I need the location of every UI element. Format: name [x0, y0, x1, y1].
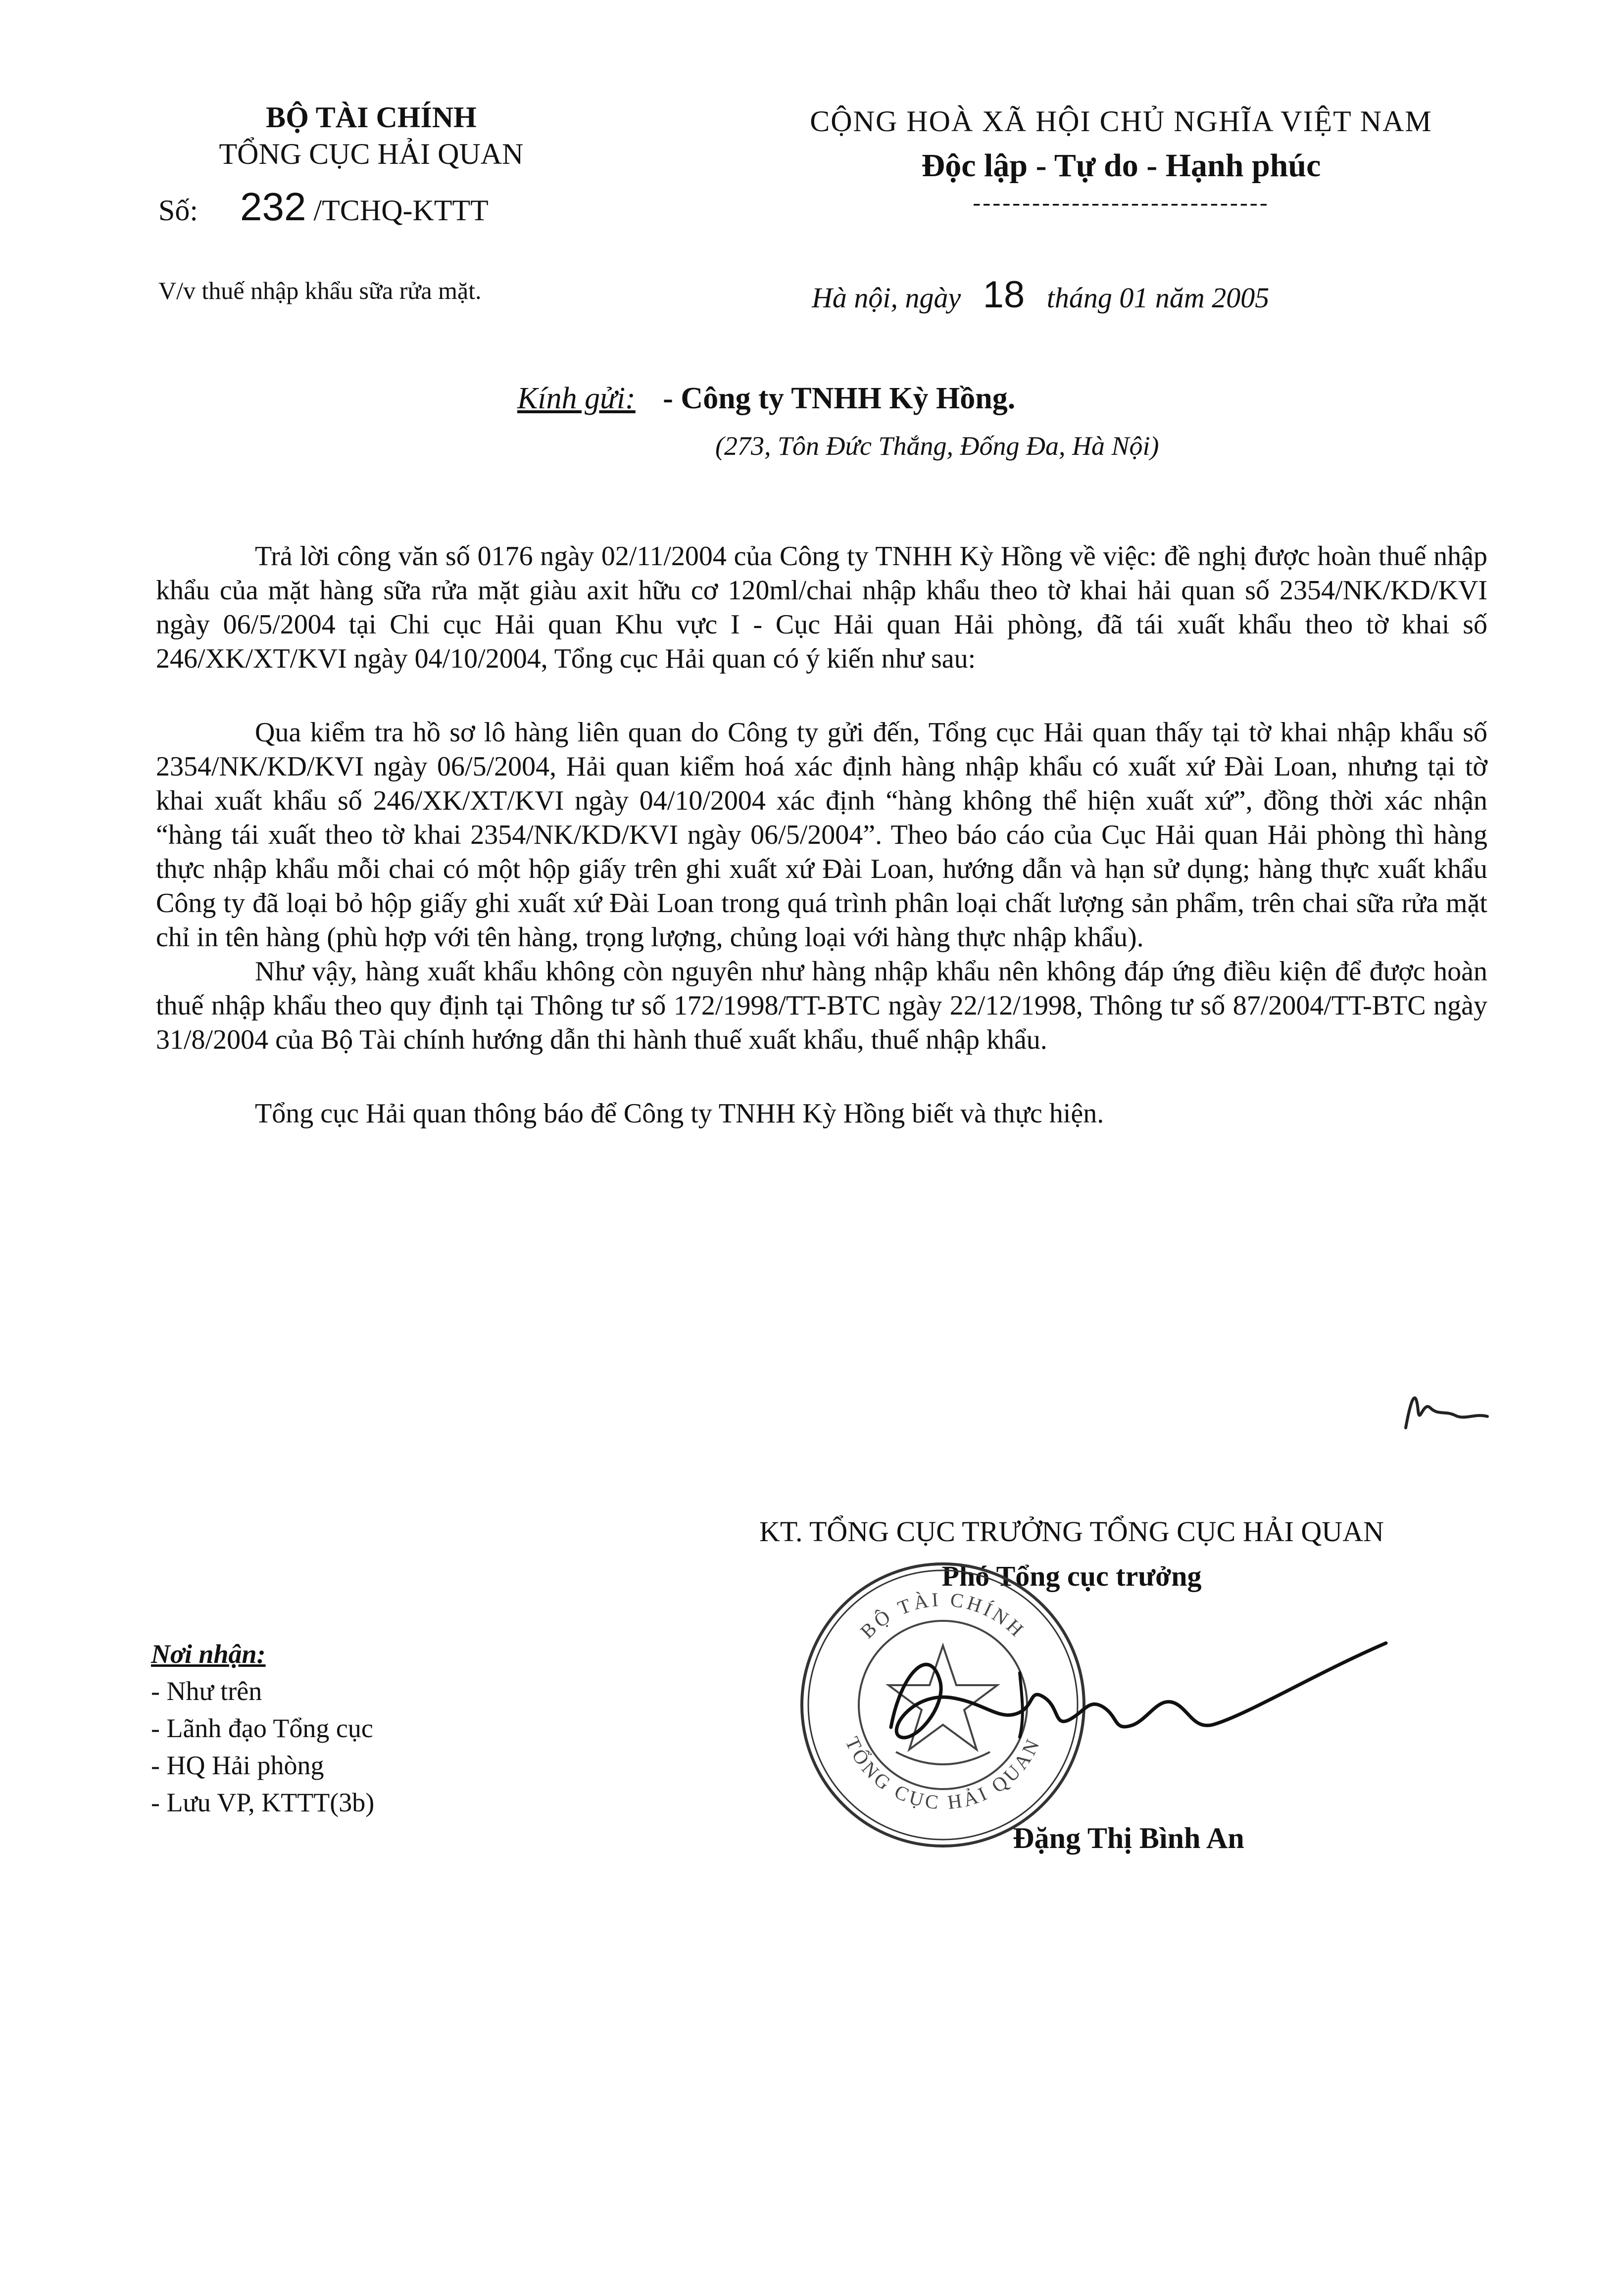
- issuer-header: [148, 99, 594, 172]
- number-value: 232: [240, 185, 306, 229]
- body-paragraph-2: Qua kiểm tra hồ sơ lô hàng liên quan do Công ty gửi đến, Tổng cục Hải quan thấy tại tờ khai nhập khẩu số 2354/NK/KD/KVI ngày 06/5/2004, Hải quan kiểm hoá xác định hàng nhập khẩu có xuất xứ Đài Loan, nhưng tại tờ khai xuất khẩu số 246/XK/XT/KVI ngày 04/10/2004 xác định “hàng không thể hiện xuất xứ”, đồng thời xác nhận “hàng tái xuất theo tờ khai 2354/NK/KD/KVI ngày 06/5/2004”. Theo báo cáo của Cục Hải quan Hải phòng thì hàng thực nhập khẩu mỗi chai có một hộp giấy trên ghi xuất xứ Đài Loan, hướng dẫn và hạn sử dụng; hàng thực xuất khẩu Công ty đã loại bỏ hộp giấy ghi xuất xứ Đài Loan trong quá trình phân loại chất lượng sản phẩm, trên chai sữa rửa mặt chỉ in tên hàng (phù hợp với tên hàng, trọng lượng, chủng loại với hàng thực nhập khẩu).: [156, 717, 1487, 953]
- body-paragraph-1: Trả lời công văn số 0176 ngày 02/11/2004 của Công ty TNHH Kỳ Hồng về việc: đề nghị được hoàn thuế nhập khẩu của mặt hàng sữa rửa mặt giàu axit hữu cơ 120ml/chai nhập khẩu theo tờ khai hải quan số 2354/NK/KD/KVI ngày 06/5/2004 tại Chi cục Hải quan Khu vực I - Cục Hải quan Hải phòng, đã tái xuất khẩu theo tờ khai số 246/XK/XT/KVI ngày 04/10/2004, Tổng cục Hải quan có ý kiến như sau:: [156, 541, 1487, 674]
- header-divider: ------------------------------: [973, 190, 1270, 216]
- recipients-title: Nơi nhận:: [151, 1639, 266, 1669]
- seal-bottom-text: TỔNG CỤC HẢI QUAN: [841, 1733, 1045, 1814]
- signer-name: Đặng Thị Bình An: [1013, 1822, 1244, 1854]
- ministry-name: BỘ TÀI CHÍNH: [266, 101, 477, 134]
- agency-name: TỔNG CỤC HẢI QUAN: [219, 138, 524, 170]
- date-prefix: Hà nội, ngày: [812, 282, 961, 314]
- nation-name: CỘNG HOÀ XÃ HỘI CHỦ NGHĨA VIỆT NAM: [810, 105, 1432, 138]
- signer-title: Phó Tổng cục trưởng: [941, 1560, 1202, 1592]
- greeting-recipient: - Công ty TNHH Kỳ Hồng.: [663, 382, 1016, 415]
- document-number: [158, 184, 489, 230]
- signing-authority: KT. TỔNG CỤC TRƯỞNG TỔNG CỤC HẢI QUAN: [759, 1515, 1384, 1548]
- issue-date: [812, 273, 1269, 316]
- date-day: 18: [983, 274, 1025, 316]
- recipient-address: (273, Tôn Đức Thắng, Đống Đa, Hà Nội): [715, 431, 1159, 461]
- recipient-item: - Lãnh đạo Tổng cục: [151, 1713, 373, 1743]
- recipient-item: - Như trên: [151, 1676, 262, 1706]
- date-suffix: tháng 01 năm 2005: [1046, 282, 1270, 314]
- body-paragraph-3: Như vậy, hàng xuất khẩu không còn nguyên như hàng nhập khẩu nên không đáp ứng điều kiện để được hoàn thuế nhập khẩu theo quy định tại Thông tư số 172/1998/TT-BTC ngày 22/12/1998, Thông tư số 87/2004/TT-BTC ngày 31/8/2004 của Bộ Tài chính hướng dẫn thi hành thuế xuất khẩu, thuế nhập khẩu.: [156, 956, 1487, 1055]
- greeting: [517, 381, 1015, 416]
- national-header: [718, 99, 1525, 218]
- greeting-label: Kính gửi:: [517, 382, 636, 415]
- recipient-item: - Lưu VP, KTTT(3b): [151, 1788, 375, 1817]
- number-prefix: Số:: [158, 194, 198, 227]
- initials-mark: [1401, 1381, 1500, 1435]
- handwritten-signature: [871, 1613, 1406, 1782]
- national-motto: Độc lập - Tự do - Hạnh phúc: [921, 147, 1321, 184]
- recipient-item: - HQ Hải phòng: [151, 1750, 324, 1780]
- recipients-list: [151, 1636, 374, 1821]
- number-suffix: /TCHQ-KTTT: [313, 194, 489, 227]
- body-paragraph-4: Tổng cục Hải quan thông báo để Công ty TNHH Kỳ Hồng biết và thực hiện.: [255, 1098, 1104, 1129]
- letter-body: [156, 539, 1487, 1170]
- seal-top-text: BỘ TÀI CHÍNH: [856, 1588, 1030, 1643]
- subject-line: V/v thuế nhập khẩu sữa rửa mặt.: [158, 277, 482, 304]
